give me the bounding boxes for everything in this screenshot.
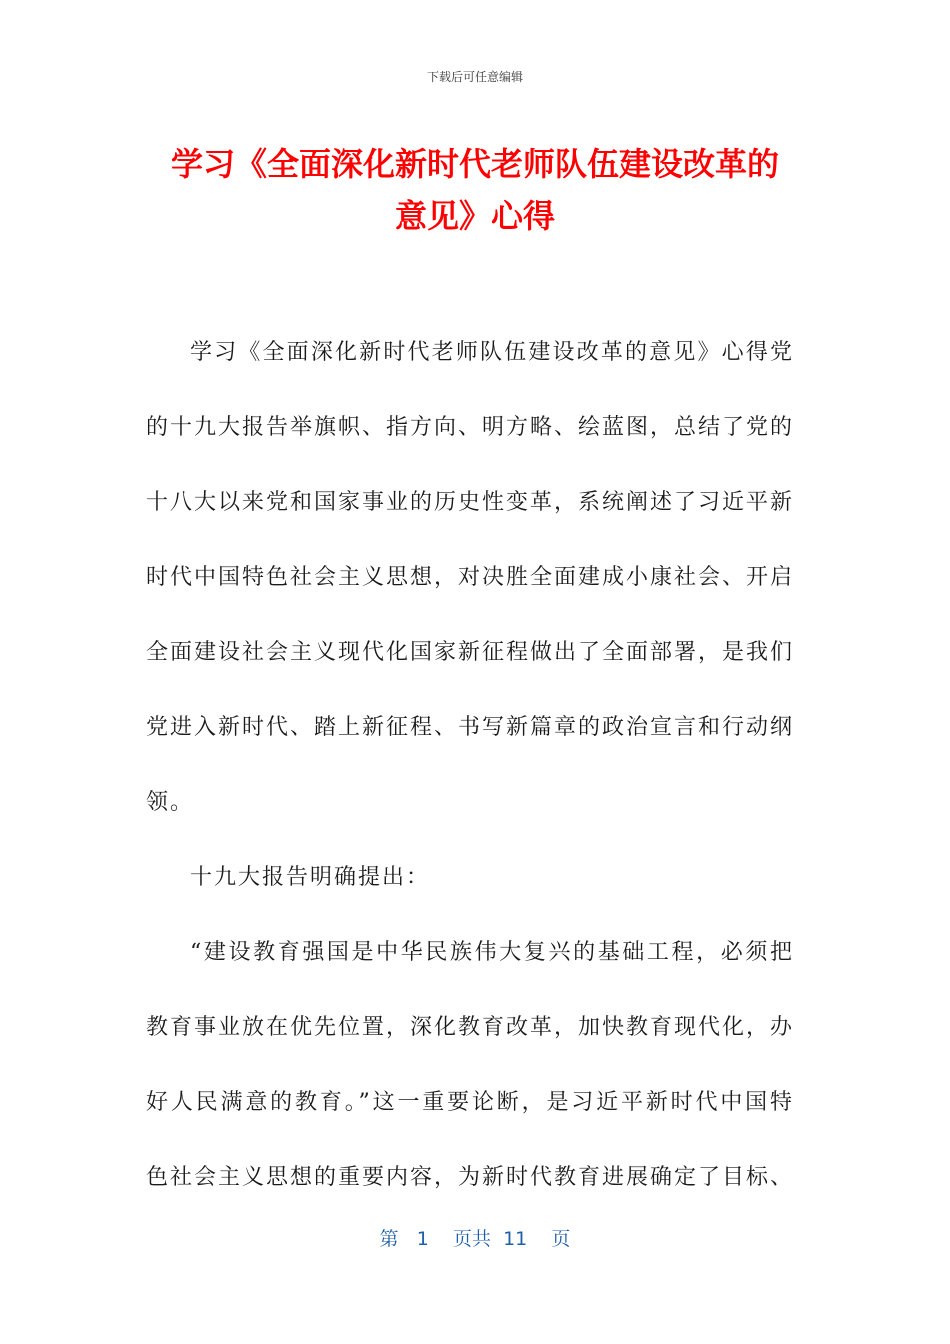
title-line-1: 学习《全面深化新时代老师队伍建设改革的 [170,145,779,183]
document-title [120,138,830,242]
paragraph: 学习《全面深化新时代老师队伍建设改革的意见》心得党的十九大报告举旗帜、指方向、明方略、绘蓝图，总结了党的十八大以来党和国家事业的历史性变革，系统阐述了习近平新时代中国特色社会主义思想，对决胜全面建成小康社会、开启全面建设社会主义现代化国家新征程做出了全面部署，是我们党进入新时代、踏上新征程、书写新篇章的政治宣言和行动纲领。 [146,340,795,815]
page-label-mid: 页共 [452,1228,491,1250]
document-body [146,315,794,1215]
total-pages-number: 11 [503,1228,528,1250]
page-label-pre: 第 [379,1228,399,1250]
paragraph: “建设教育强国是中华民族伟大复兴的基础工程，必须把教育事业放在优先位置，深化教育改革，加快教育现代化，办好人民满意的教育。”这一重要论断，是习近平新时代中国特色社会主义思想的重要内容，为新时代教育进展确定了目标、 [146,940,795,1190]
current-page-number: 1 [416,1228,429,1250]
header-note: 下载后可任意编辑 [426,70,523,84]
paragraph: 十九大报告明确提出： [190,865,431,890]
page-label-post: 页 [551,1228,571,1250]
title-line-2: 意见》心得 [394,197,555,235]
page-footer [0,1224,950,1251]
